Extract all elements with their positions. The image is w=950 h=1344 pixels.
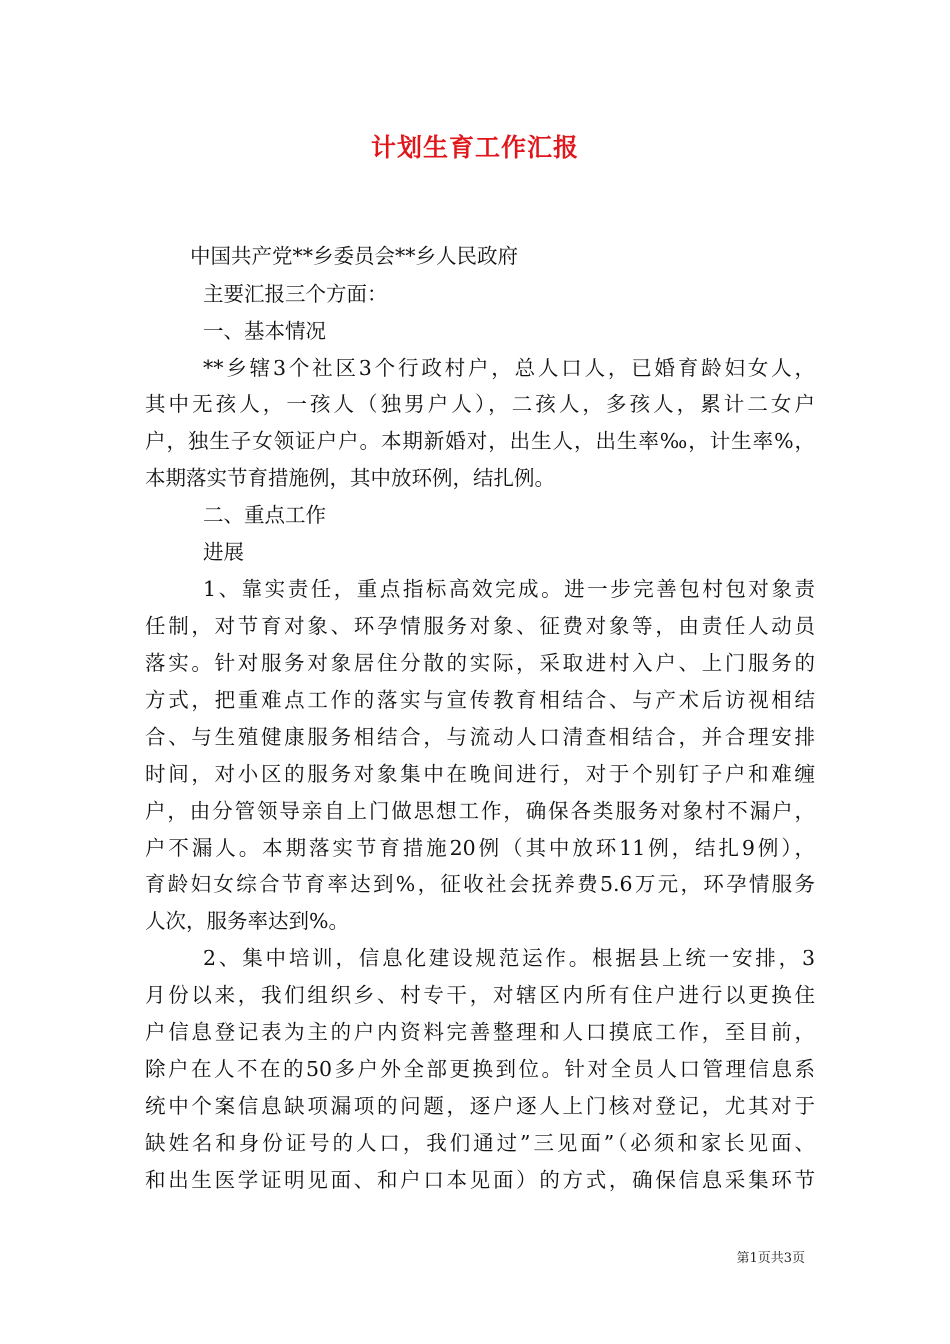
paragraph-line: 中国共产党**乡委员会**乡人民政府 <box>190 244 518 268</box>
section-heading: 一、基本情况 <box>203 319 326 343</box>
paragraph-line: 人次，服务率达到%。 <box>145 909 349 933</box>
paragraph-line: 本期落实节育措施例，其中放环例，结扎例。 <box>145 466 555 490</box>
paragraph-line: 落实。针对服务对象居住分散的实际，采取进村入户、上门服务的 <box>145 651 815 675</box>
paragraph-line: 主要汇报三个方面： <box>203 282 388 306</box>
paragraph-line: 户信息登记表为主的户内资料完善整理和人口摸底工作，至目前， <box>145 1020 815 1044</box>
paragraph-line: 户，独生子女领证户户。本期新婚对，出生人，出生率‰，计生率%， <box>145 429 815 453</box>
paragraph-line: 除户在人不在的50多户外全部更换到位。针对全员人口管理信息系 <box>145 1057 815 1081</box>
paragraph-line: 进展 <box>203 540 244 564</box>
paragraph-line: 和出生医学证明见面、和户口本见面）的方式，确保信息采集环节 <box>145 1168 815 1192</box>
paragraph-line: 户不漏人。本期落实节育措施20例（其中放环11例，结扎9例）， <box>145 836 815 860</box>
paragraph-line: 时间，对小区的服务对象集中在晚间进行，对于个别钉子户和难缠 <box>145 762 815 786</box>
paragraph-line: 其中无孩人，一孩人（独男户人），二孩人，多孩人，累计二女户 <box>145 392 815 416</box>
section-heading: 二、重点工作 <box>203 503 326 527</box>
document-title: 计划生育工作汇报 <box>370 133 579 162</box>
paragraph-line: 合、与生殖健康服务相结合，与流动人口清查相结合，并合理安排 <box>145 725 815 749</box>
paragraph-line: 缺姓名和身份证号的人口，我们通过”三见面”（必须和家长见面、 <box>145 1131 815 1155</box>
paragraph-line: 户，由分管领导亲自上门做思想工作，确保各类服务对象村不漏户， <box>145 799 815 823</box>
paragraph-line: 育龄妇女综合节育率达到%，征收社会抚养费5.6万元，环孕情服务 <box>145 872 815 896</box>
paragraph-line: **乡辖3个社区3个行政村户，总人口人，已婚育龄妇女人， <box>203 356 815 380</box>
paragraph-line: 1、靠实责任，重点指标高效完成。进一步完善包村包对象责 <box>203 577 815 601</box>
paragraph-line: 方式，把重难点工作的落实与宣传教育相结合、与产术后访视相结 <box>145 688 815 712</box>
page-number: 第1页共3页 <box>736 1251 805 1266</box>
paragraph-line: 统中个案信息缺项漏项的问题，逐户逐人上门核对登记，尤其对于 <box>145 1094 815 1118</box>
paragraph-line: 任制，对节育对象、环孕情服务对象、征费对象等，由责任人动员 <box>145 614 815 638</box>
paragraph-line: 2、集中培训，信息化建设规范运作。根据县上统一安排，3 <box>203 946 815 970</box>
paragraph-line: 月份以来，我们组织乡、村专干，对辖区内所有住户进行以更换住 <box>145 983 815 1007</box>
